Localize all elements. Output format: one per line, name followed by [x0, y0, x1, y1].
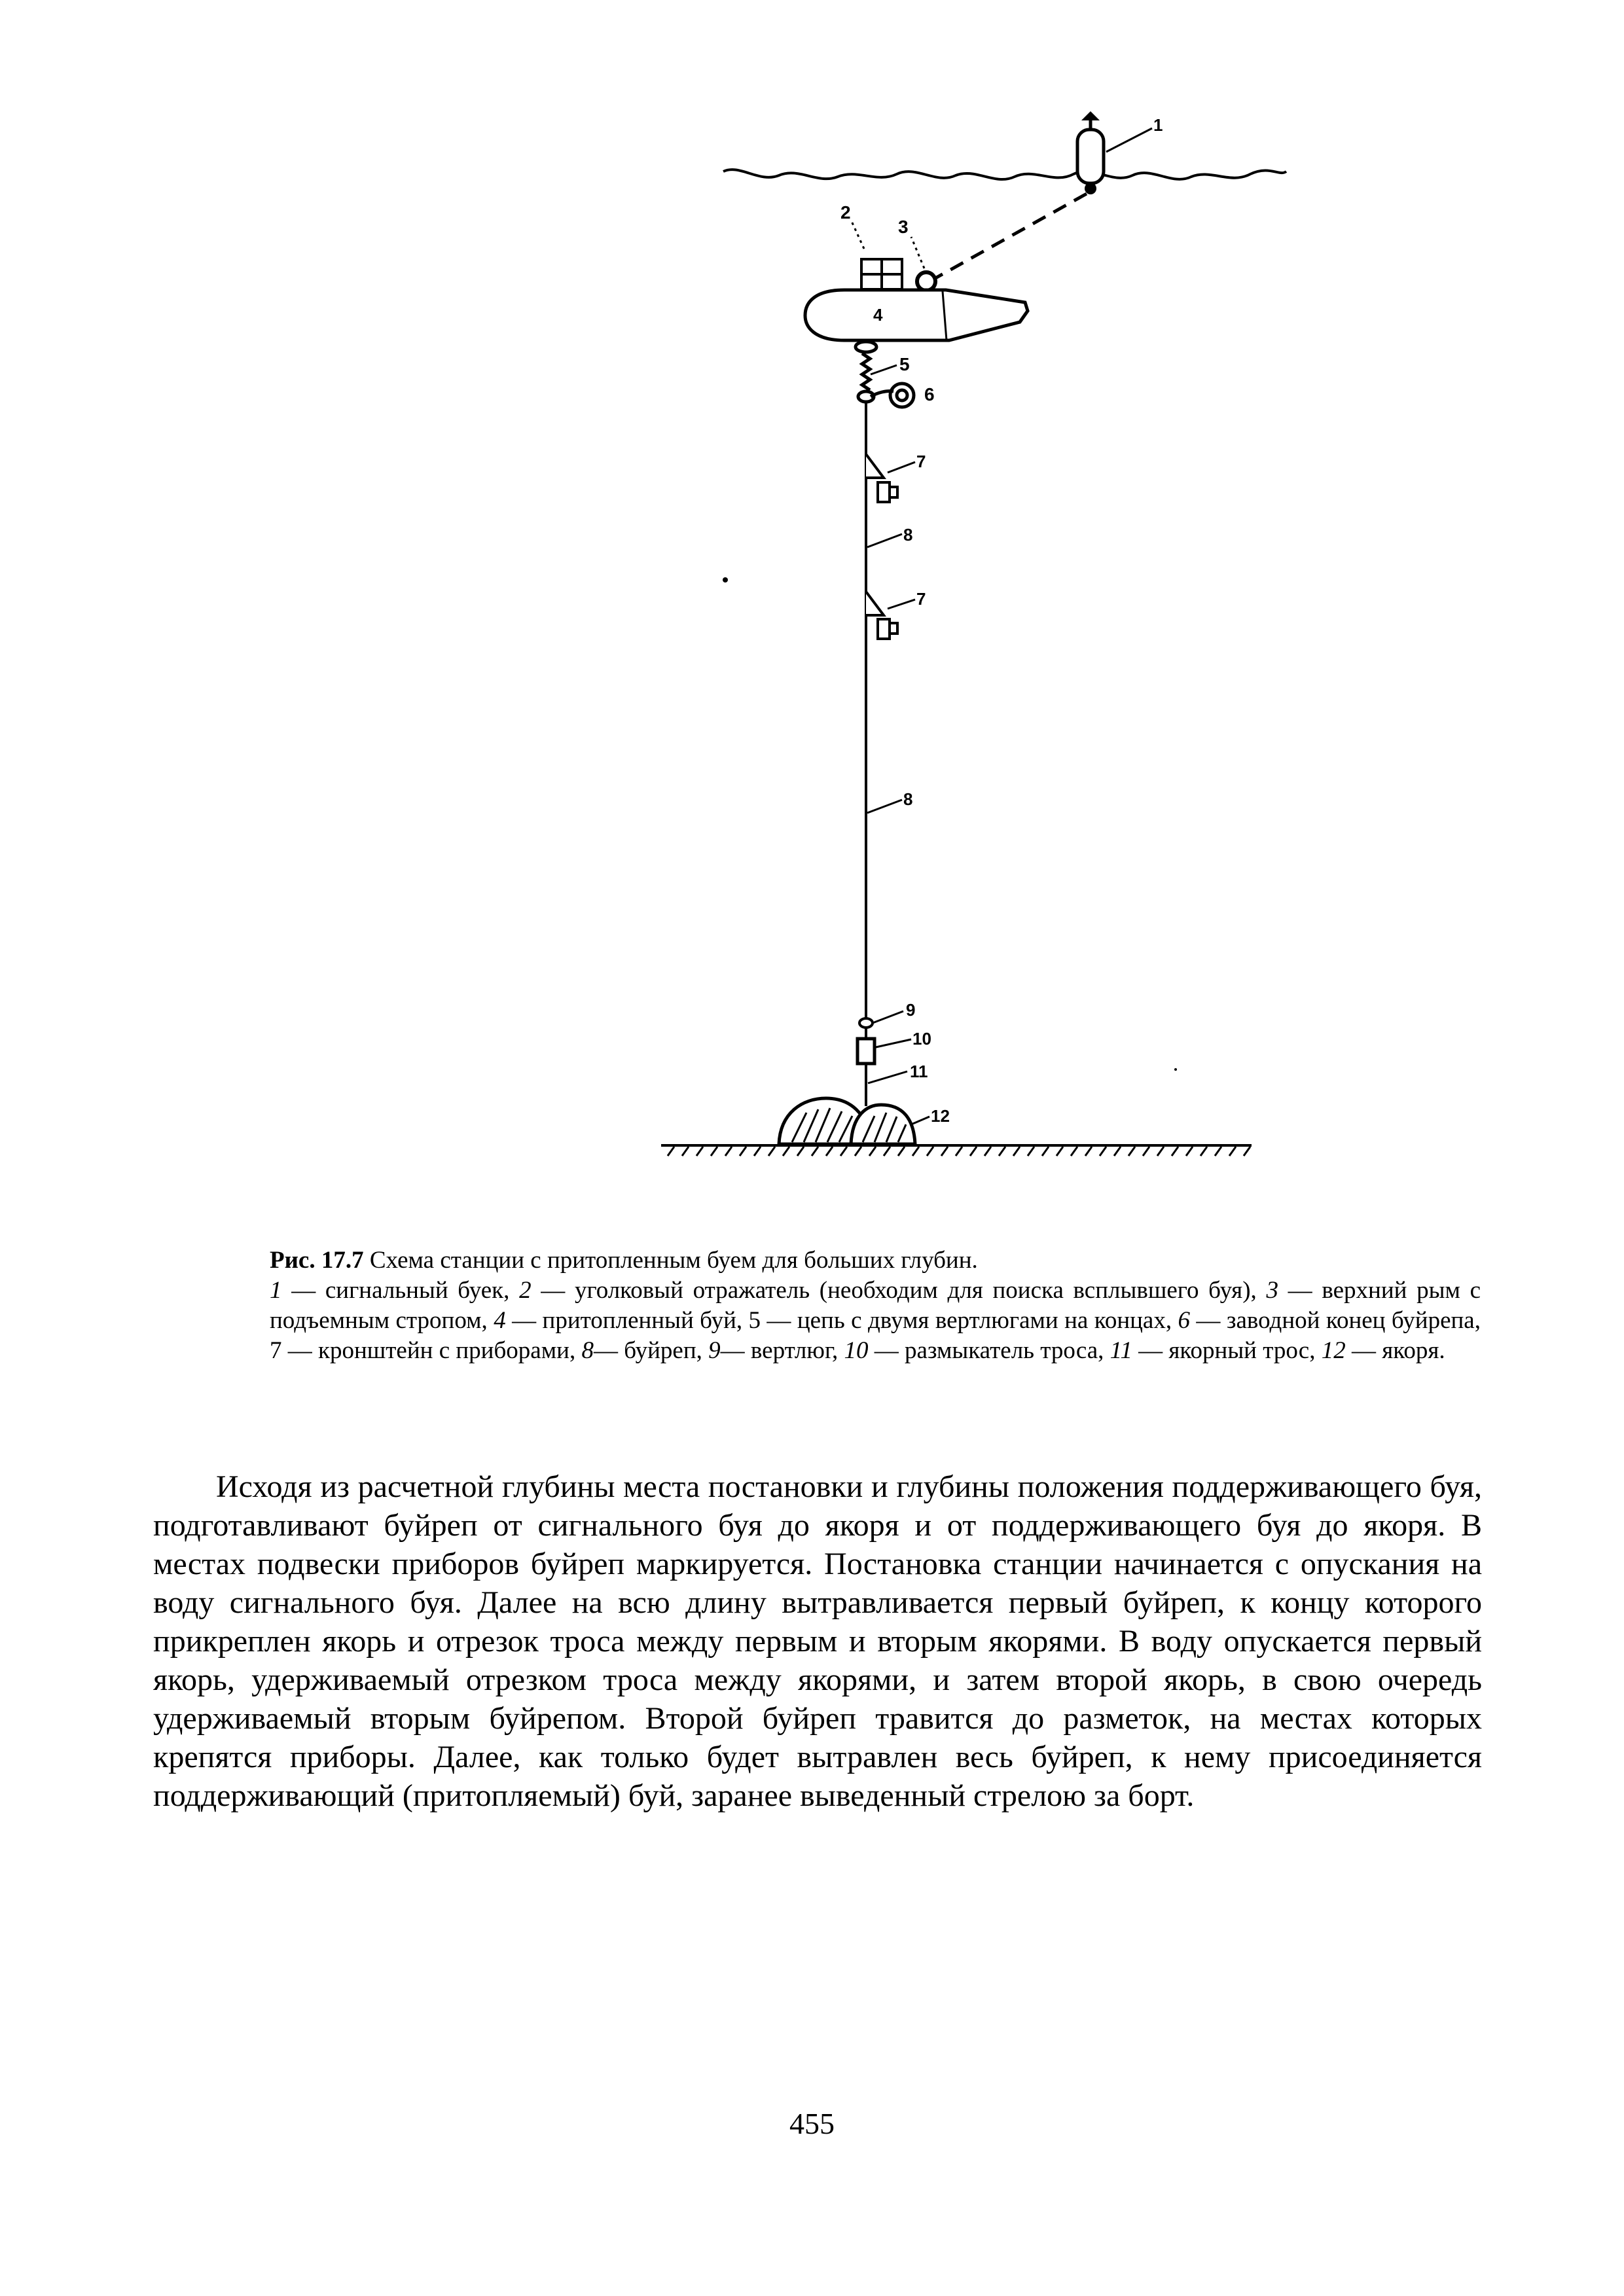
legend-num: 6: [1178, 1307, 1191, 1334]
legend-num: 8: [581, 1337, 594, 1364]
legend-num: 4: [494, 1307, 506, 1334]
label-7-lower: 7: [916, 589, 926, 609]
legend-text: — буйреп,: [593, 1337, 709, 1364]
lifting-ring: [917, 272, 935, 291]
label-3: 3: [898, 217, 909, 237]
legend-text: — сигнальный буек,: [281, 1277, 520, 1304]
anchors: [779, 1098, 915, 1144]
chain-with-swivels: [856, 342, 876, 402]
legend-num: 1: [270, 1277, 282, 1304]
lead-in-coil: [871, 384, 914, 407]
label-7-upper: 7: [916, 452, 926, 471]
instrument-bracket-upper: [866, 454, 897, 502]
label-9: 9: [906, 1000, 916, 1020]
figure-title: Схема станции с притопленным буем для больших глубин.: [363, 1247, 978, 1274]
legend-num: 2: [519, 1277, 532, 1304]
label-6: 6: [924, 384, 935, 404]
legend-num: 9: [708, 1337, 721, 1364]
legend-num: 3: [1266, 1277, 1278, 1304]
legend-text: — якорный трос,: [1132, 1337, 1322, 1364]
label-10: 10: [912, 1029, 931, 1049]
legend-num: 12: [1321, 1337, 1346, 1364]
corner-reflector: [861, 259, 902, 289]
label-11: 11: [910, 1062, 928, 1081]
acoustic-release: [857, 1039, 875, 1064]
legend-text: — вертлюг,: [720, 1337, 844, 1364]
instrument-bracket-lower: [866, 592, 897, 639]
page-number: 455: [789, 2107, 835, 2140]
legend-num: 10: [844, 1337, 869, 1364]
legend-text: — притопленный буй, 5 — цепь с двумя вертлюгами на концах,: [505, 1307, 1178, 1334]
label-4: 4: [873, 305, 883, 325]
body-paragraph: Исходя из расчетной глубины места постановки и глубины положения поддерживающего буя, подготавливают буйреп от сигнального буя до якоря и от поддерживающего буя до якоря. В местах подвески приборов буйреп маркируется. Постановка станции начинается с опускания на воду сигнального буя. Далее на всю длину вытравливается первый буйреп, к концу которого прикреплен якорь и отрезок троса между первым и вторым якорями. В воду опускается первый якорь, удерживаемый отрезком троса между якорями, и затем второй якорь, в свою очередь удерживаемый вторым буйрепом. Второй буйреп травится до разметок, на местах которых крепятся приборы. Далее, как только будет вытравлен весь буйреп, к нему присоединяется поддерживающий (притопляемый) буй, заранее выведенный стрелою за борт.: [153, 1469, 1482, 1813]
label-1: 1: [1153, 115, 1163, 135]
tether-line: [929, 194, 1087, 281]
legend-text: — якоря.: [1345, 1337, 1445, 1364]
legend-num: 11: [1110, 1337, 1132, 1364]
seabed: [661, 1145, 1252, 1156]
figure-label: Рис. 17.7: [270, 1247, 364, 1274]
caption-title-line: [270, 1246, 1481, 1276]
legend-text: — заводной конец буйрепа, 7 — кронштейн с приборами,: [270, 1307, 1481, 1364]
signal-buoy: [1077, 111, 1104, 194]
label-2: 2: [840, 202, 851, 223]
legend-text: — уголковый отражатель (необходим для поиска всплывшего буя),: [531, 1277, 1267, 1304]
label-8-lower: 8: [903, 789, 913, 809]
caption-legend: [270, 1276, 1481, 1366]
label-5: 5: [899, 354, 910, 374]
label-8-upper: 8: [903, 525, 913, 545]
label-12: 12: [931, 1106, 950, 1126]
water-surface-line: [723, 170, 1286, 179]
swivel: [859, 1018, 873, 1028]
submerged-buoy: [805, 290, 1028, 340]
legend-text: — размыкатель троса,: [868, 1337, 1110, 1364]
legend-text: — верхний рым с подъемным стропом,: [270, 1277, 1481, 1334]
figure-caption: [270, 1246, 1481, 1366]
